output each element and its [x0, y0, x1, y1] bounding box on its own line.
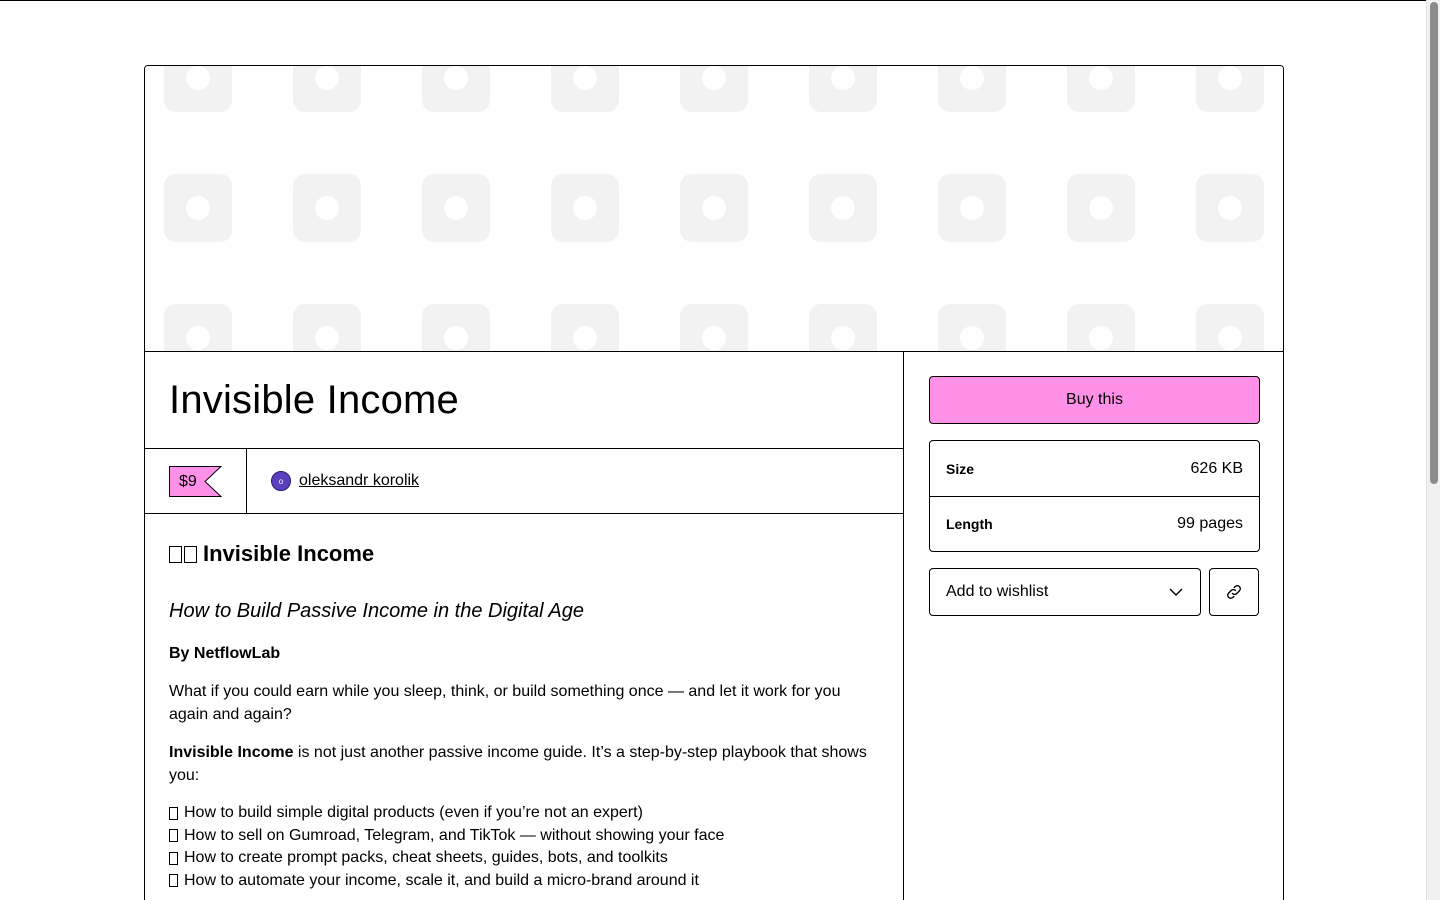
buy-button[interactable]: Buy this [929, 376, 1260, 424]
title-row [145, 352, 903, 449]
camera-icon [293, 174, 361, 242]
missing-glyph-icon [184, 546, 197, 563]
add-to-wishlist-dropdown[interactable] [929, 568, 1201, 616]
creator-cell [247, 449, 419, 513]
list-item [169, 802, 879, 825]
meta-row [145, 449, 903, 514]
cover-image [145, 66, 1283, 352]
product-title: Invisible Income [169, 378, 459, 422]
creator-link[interactable]: oleksandr korolik [299, 472, 420, 489]
image-icon [1067, 174, 1135, 242]
product-card [144, 65, 1284, 900]
video-icon [293, 66, 361, 112]
camera-icon [164, 304, 232, 352]
chevron-down-icon [1168, 584, 1184, 600]
description-author: By NetflowLab [169, 645, 281, 662]
camera-icon [1067, 66, 1135, 112]
product-main [145, 352, 904, 900]
mail-icon [422, 304, 490, 352]
info-row-size [930, 441, 1259, 496]
product-info-table [929, 440, 1260, 552]
link-icon [1225, 583, 1243, 601]
description-paragraph-text: is not just another passive income guide. It’s a step-by-step playbook that shows you: [169, 744, 867, 784]
info-label: Length [946, 516, 993, 532]
description-heading [169, 538, 879, 570]
missing-glyph-icon [169, 852, 178, 865]
actions-row [929, 568, 1259, 616]
missing-glyph-icon [169, 829, 178, 842]
missing-glyph-icons [169, 546, 197, 563]
info-label: Size [946, 460, 975, 477]
book-icon [680, 66, 748, 112]
list-item [169, 870, 879, 893]
shop-icon [422, 174, 490, 242]
file-video-icon [680, 174, 748, 242]
list-item-text: How to build simple digital products (even if you’re not an expert) [184, 804, 643, 821]
feature-list [169, 802, 879, 892]
wishlist-label: Add to wishlist [946, 583, 1049, 600]
list-item [169, 825, 879, 848]
description-bold: Invisible Income [169, 744, 294, 761]
quote-icon [680, 304, 748, 352]
description-heading-text: Invisible Income [203, 541, 375, 566]
headphones-icon [938, 304, 1006, 352]
gamepad-icon [293, 304, 361, 352]
missing-glyph-icon [169, 874, 178, 887]
list-item-text: How to create prompt packs, cheat sheets, guides, bots, and toolkits [184, 849, 668, 866]
product-description [145, 514, 903, 892]
cart-icon [809, 304, 877, 352]
missing-glyph-icon [169, 807, 178, 820]
missing-glyph-icon [169, 546, 182, 563]
purchase-sidebar [905, 352, 1283, 640]
shop-icon [551, 174, 619, 242]
file-icon [1067, 304, 1135, 352]
paperclip-icon [551, 304, 619, 352]
info-value: 626 KB [1190, 459, 1243, 477]
shield-icon [551, 66, 619, 112]
list-item-text: How to automate your income, scale it, and build a micro-brand around it [184, 871, 699, 889]
list-item [169, 847, 879, 870]
mail-icon [422, 66, 490, 112]
megaphone-icon [164, 66, 232, 112]
list-item-text: How to sell on Gumroad, Telegram, and TikTok — without showing your face [184, 826, 725, 844]
page-scrollbar[interactable] [1426, 0, 1440, 900]
folder-icon [809, 174, 877, 242]
share-link-button[interactable] [1209, 568, 1259, 616]
play-icon [938, 66, 1006, 112]
avatar: o [271, 471, 291, 491]
document-icon [809, 66, 877, 112]
cover-pattern [145, 66, 1283, 352]
music-icon [938, 174, 1006, 242]
description-paragraph [169, 741, 879, 787]
top-border [0, 0, 1426, 1]
gift-icon [1196, 174, 1264, 242]
price-cell [145, 449, 247, 513]
price-tag [169, 466, 222, 497]
play-icon [164, 174, 232, 242]
notes-icon [1196, 304, 1264, 352]
description-subtitle: How to Build Passive Income in the Digital Age [169, 600, 585, 622]
scrollbar-thumb[interactable] [1430, 2, 1438, 484]
description-intro: What if you could earn while you sleep, think, or build something once — and let it work for you again and again? [169, 683, 841, 723]
price-label: $9 [179, 472, 197, 490]
info-value: 99 pages [1177, 515, 1243, 532]
gift-icon [1196, 66, 1264, 112]
info-row-length [930, 496, 1259, 551]
